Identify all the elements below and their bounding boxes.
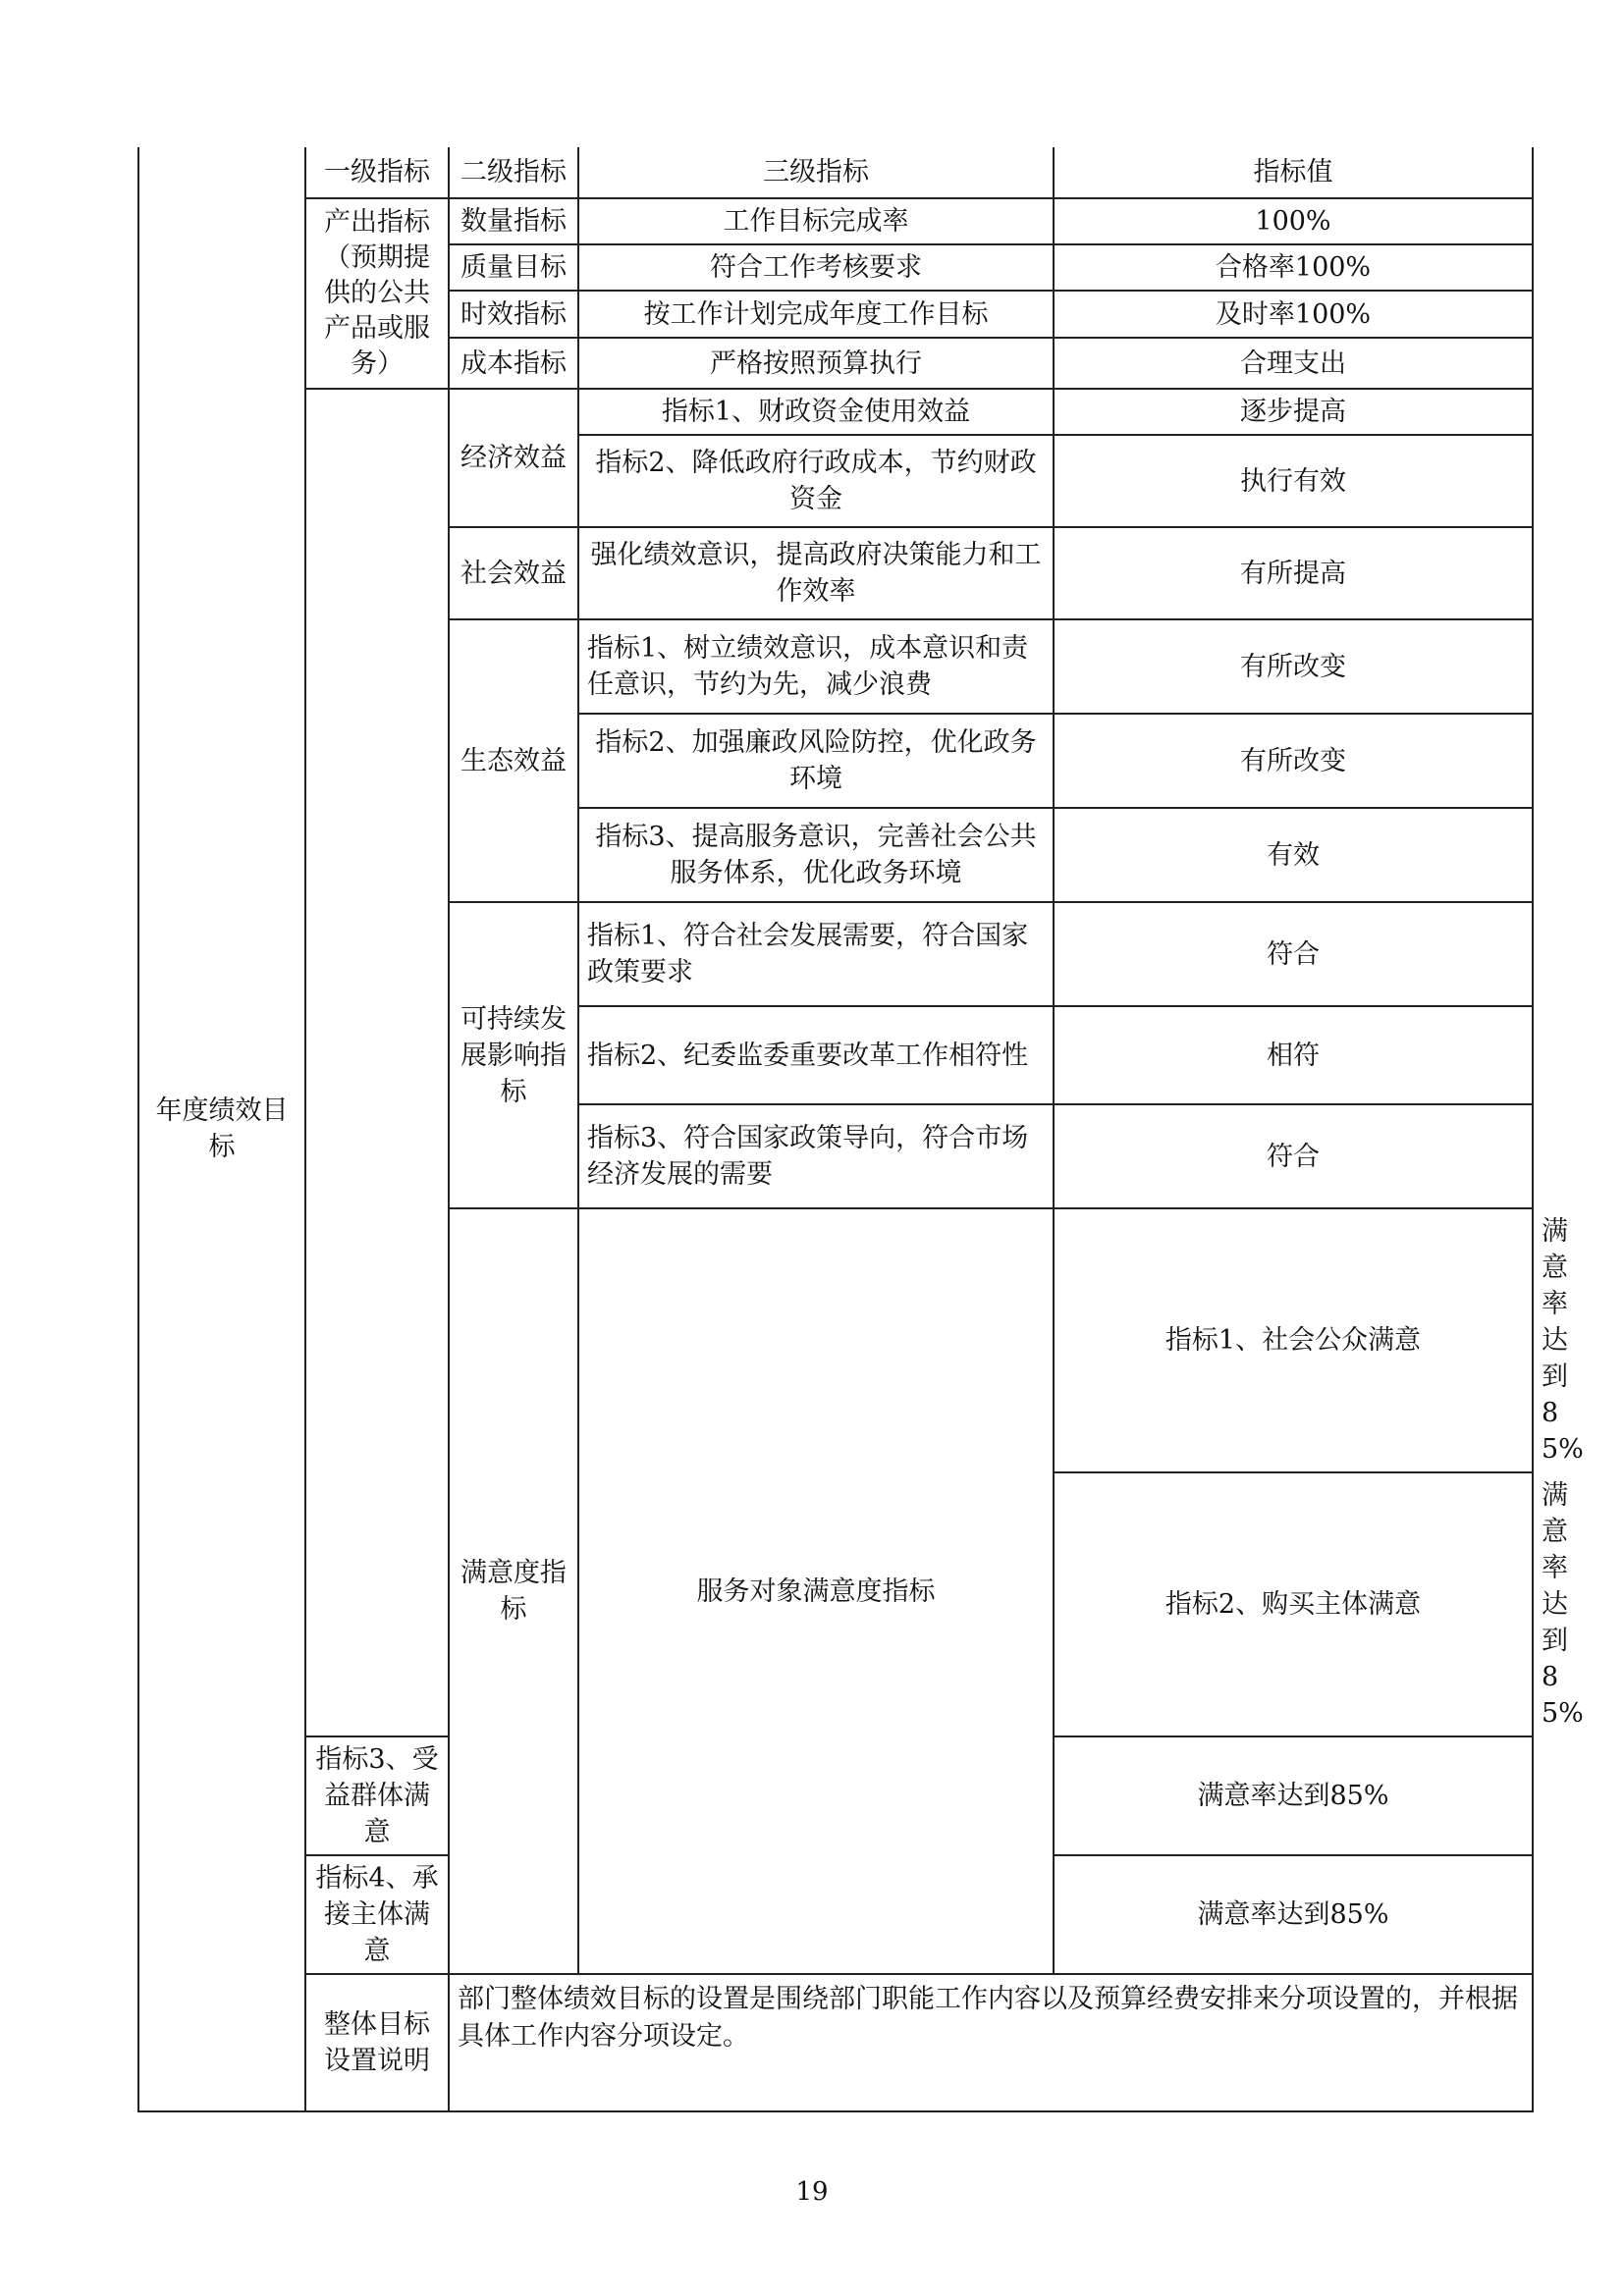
ecological-level3: 指标3、提高服务意识，完善社会公共服务体系，优化政务环境 [578,808,1054,902]
header-level1: 一级指标 [305,147,449,198]
table-row [138,198,1533,244]
service-satisfaction-label: 服务对象满意度指标 [578,1208,1054,1974]
economic-benefit-label: 经济效益 [449,389,578,527]
performance-target-table [137,147,1584,2112]
header-value: 指标值 [1054,147,1533,198]
sustainable-value: 符合 [1054,902,1533,1006]
output-level2: 数量指标 [449,198,578,244]
output-indicator-label: 产出指标（预期提供的公共产品或服务） [305,198,449,389]
output-level2: 时效指标 [449,291,578,338]
benefit-indicator-blank [305,389,449,1736]
ecological-value: 有所改变 [1054,714,1533,808]
economic-level3: 指标2、降低政府行政成本，节约财政资金 [578,435,1054,527]
output-value: 合格率100% [1054,244,1533,291]
sustainable-level3: 指标1、符合社会发展需要，符合国家政策要求 [578,902,1054,1006]
sustainable-value: 符合 [1054,1104,1533,1208]
social-value: 有所提高 [1054,527,1533,619]
header-level2: 二级指标 [449,147,578,198]
sustainable-value: 相符 [1054,1006,1533,1104]
social-benefit-label: 社会效益 [449,527,578,619]
header-level3: 三级指标 [578,147,1054,198]
satisfaction-indicator-label: 满意度指标 [449,1208,578,1974]
table-header-row [138,147,1533,198]
satisfaction-level3: 指标3、受益群体满意 [305,1736,449,1855]
output-level3: 符合工作考核要求 [578,244,1054,291]
ecological-benefit-label: 生态效益 [449,619,578,902]
sustainable-level3: 指标3、符合国家政策导向，符合市场经济发展的需要 [578,1104,1054,1208]
economic-value: 执行有效 [1054,435,1533,527]
output-level3: 严格按照预算执行 [578,338,1054,389]
output-value: 及时率100% [1054,291,1533,338]
output-level3: 按工作计划完成年度工作目标 [578,291,1054,338]
output-value: 合理支出 [1054,338,1533,389]
table-row [138,389,1533,435]
ecological-value: 有所改变 [1054,619,1533,714]
satisfaction-level3: 指标1、社会公众满意 [1054,1208,1533,1472]
satisfaction-level3: 指标4、承接主体满意 [305,1855,449,1974]
output-level3: 工作目标完成率 [578,198,1054,244]
economic-level3: 指标1、财政资金使用效益 [578,389,1054,435]
annual-goal-label: 年度绩效目标 [138,147,305,2111]
satisfaction-value: 满意率达到85% [1054,1855,1533,1974]
satisfaction-value: 满意率达到85% [1054,1736,1533,1855]
table-row: 满意度指标 服务对象满意度指标 指标1、社会公众满意 满意率达到85% [138,1208,1533,1472]
ecological-level3: 指标2、加强廉政风险防控，优化政务环境 [578,714,1054,808]
output-level2: 成本指标 [449,338,578,389]
overall-description-text: 部门整体绩效目标的设置是围绕部门职能工作内容以及预算经费安排来分项设置的，并根据具体工作内容分项设定。 [449,1974,1533,2111]
table-row: 指标2、购买主体满意 满意率达到85% [138,1472,1533,1736]
sustainable-indicator-label: 可持续发展影响指标 [449,902,578,1208]
overall-description-label: 整体目标设置说明 [305,1974,449,2111]
social-level3: 强化绩效意识，提高政府决策能力和工作效率 [578,527,1054,619]
output-value: 100% [1054,198,1533,244]
economic-value: 逐步提高 [1054,389,1533,435]
page-number: 19 [795,2177,829,2207]
ecological-level3: 指标1、树立绩效意识，成本意识和责任意识，节约为先，减少浪费 [578,619,1054,714]
overall-description-row [138,1974,1533,2111]
sustainable-level3: 指标2、纪委监委重要改革工作相符性 [578,1006,1054,1104]
ecological-value: 有效 [1054,808,1533,902]
satisfaction-level3: 指标2、购买主体满意 [1054,1472,1533,1736]
output-level2: 质量目标 [449,244,578,291]
